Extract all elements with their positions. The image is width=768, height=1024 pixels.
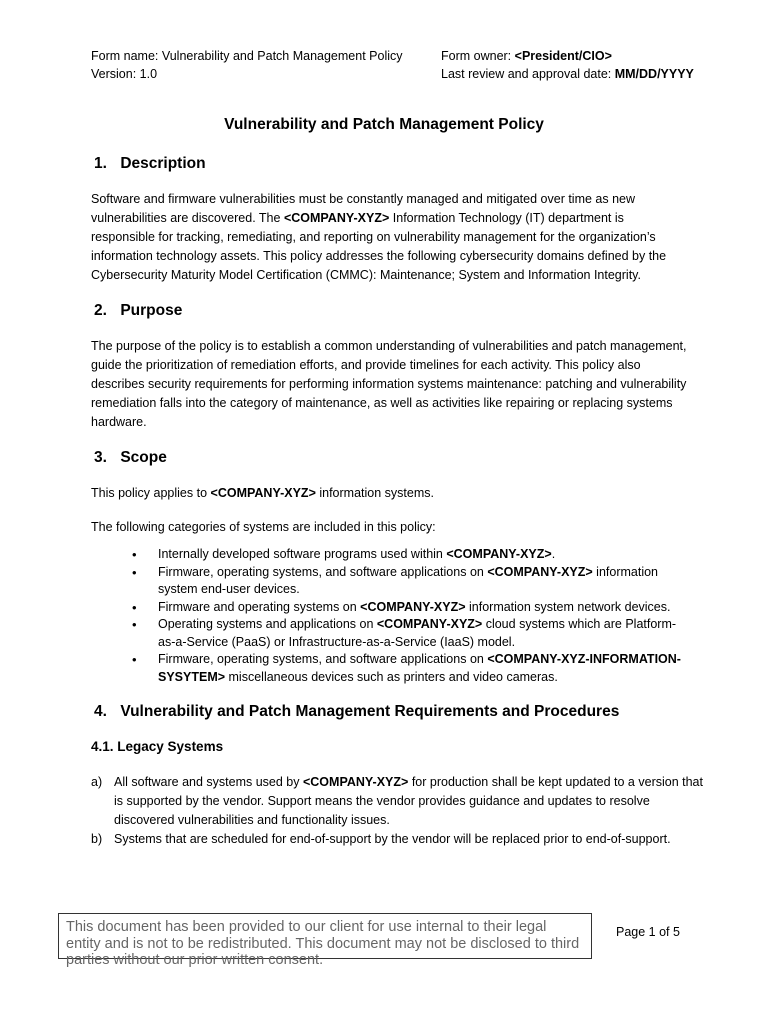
document-title: Vulnerability and Patch Management Policy xyxy=(224,116,544,133)
review-date xyxy=(441,65,694,83)
purpose-paragraph: The purpose of the policy is to establish a common understanding of vulnerabilities and patch management, guide the prioritization of remediation efforts, and provide timelines for each activity. This policy also describes security requirements for performing information systems maintenance: patching and vulnerability remediation falls into the category of maintenance, as well as activities like repairing or replacing systems hardware. xyxy=(91,339,687,429)
company-placeholder: <COMPANY-XYZ> xyxy=(302,775,409,789)
company-placeholder: <COMPANY-XYZ> xyxy=(283,211,390,225)
list-item xyxy=(132,651,692,686)
text-run: This policy applies to xyxy=(91,486,211,500)
scope-categories-intro: The following categories of systems are included in this policy: xyxy=(91,520,436,534)
bullet-icon: • xyxy=(132,652,137,667)
text-run: information systems. xyxy=(315,486,434,500)
bullet-icon: • xyxy=(132,599,137,615)
section-heading-description xyxy=(94,155,206,173)
section-heading-scope xyxy=(94,449,167,467)
page-number: Page 1 of 5 xyxy=(616,925,680,939)
description-paragraph xyxy=(91,190,691,285)
section-title: Scope xyxy=(120,449,167,466)
text-run: for production shall be kept updated to a version that is supported by the vendor. Support means the vendor provides guidance and updates to resolve discovered vulnerabilities and functionality issues. xyxy=(114,775,703,827)
section-title: Vulnerability and Patch Management Requirements and Procedures xyxy=(120,703,620,720)
text-run: Firmware, operating systems, and software applications on xyxy=(158,564,488,579)
section-heading-purpose xyxy=(94,302,182,320)
list-item xyxy=(132,599,692,617)
review-date-value: MM/DD/YYYY xyxy=(614,67,694,81)
company-placeholder: <COMPANY-XYZ> xyxy=(446,547,552,561)
list-label: a) xyxy=(91,775,103,789)
text-run: Firmware and operating systems on xyxy=(158,599,361,614)
scope-paragraph xyxy=(91,484,691,503)
list-item xyxy=(91,773,703,830)
list-item xyxy=(91,830,703,849)
section-title: Purpose xyxy=(120,302,183,319)
text-run: information system network devices. xyxy=(465,599,671,614)
section-number: 3. xyxy=(94,449,107,466)
company-placeholder: <COMPANY-XYZ> xyxy=(487,564,593,579)
company-placeholder: <COMPANY-XYZ> xyxy=(376,617,483,631)
form-owner-label: Form owner: xyxy=(441,49,515,63)
text-run: cloud systems which are Platform-as-a-Service (PaaS) or Infrastructure-as-a-Service (IaaS) model. xyxy=(158,617,677,649)
text-run: Firmware, operating systems, and software applications on xyxy=(158,652,488,666)
company-system-placeholder: <COMPANY-XYZ-INFORMATION-SYSYTEM> xyxy=(158,652,681,684)
review-date-label: Last review and approval date: xyxy=(441,67,615,81)
text-run: All software and systems used by xyxy=(114,775,303,789)
text-run: information system end-user devices. xyxy=(158,564,658,596)
section-title: Description xyxy=(120,155,206,172)
list-item xyxy=(132,564,692,599)
text-run: Operating systems and applications on xyxy=(158,617,377,631)
company-placeholder: <COMPANY-XYZ> xyxy=(360,599,466,614)
section-number: 4. xyxy=(94,703,107,720)
text-run: Systems that are scheduled for end-of-support by the vendor will be replaced prior to end-of-support. xyxy=(114,832,671,846)
form-owner xyxy=(441,47,612,65)
company-placeholder: <COMPANY-XYZ> xyxy=(210,486,316,500)
section-heading-requirements xyxy=(94,703,619,721)
list-label: b) xyxy=(91,832,103,846)
subsection-heading-legacy-systems: 4.1. Legacy Systems xyxy=(91,739,224,754)
form-name: Form name: Vulnerability and Patch Management Policy xyxy=(91,49,403,63)
bullet-icon: • xyxy=(132,617,137,632)
text-run: Internally developed software programs used within xyxy=(158,547,447,561)
bullet-icon: • xyxy=(132,547,137,562)
bullet-icon: • xyxy=(132,564,137,580)
text-run: miscellaneous devices such as printers and video cameras. xyxy=(225,669,558,684)
confidentiality-notice: This document has been provided to our client for use internal to their legal entity and is not to be redistributed. This document may not be disclosed to third parties without our prior written consent. xyxy=(58,913,592,959)
form-version: Version: 1.0 xyxy=(91,67,158,81)
text-run: Software and firmware vulnerabilities must be constantly managed and mitigated over time as new vulnerabilities are discovered. The xyxy=(91,192,636,225)
form-owner-value: <President/CIO> xyxy=(514,49,612,63)
text-run: Information Technology (IT) department is responsible for tracking, remediating, and reporting on vulnerability management for the organization’s information technology assets. This policy addresses the following cybersecurity domains defined by the Cybersecurity Maturity Model Certification (CMMC): Maintenance; System and Information Integrity. xyxy=(91,211,667,282)
section-number: 1. xyxy=(94,155,107,172)
scope-bullet-list xyxy=(132,546,692,686)
text-run: . xyxy=(551,547,556,561)
list-item xyxy=(132,616,692,651)
list-item xyxy=(132,546,692,564)
section-number: 2. xyxy=(94,302,107,319)
legacy-requirements-list xyxy=(91,773,703,849)
